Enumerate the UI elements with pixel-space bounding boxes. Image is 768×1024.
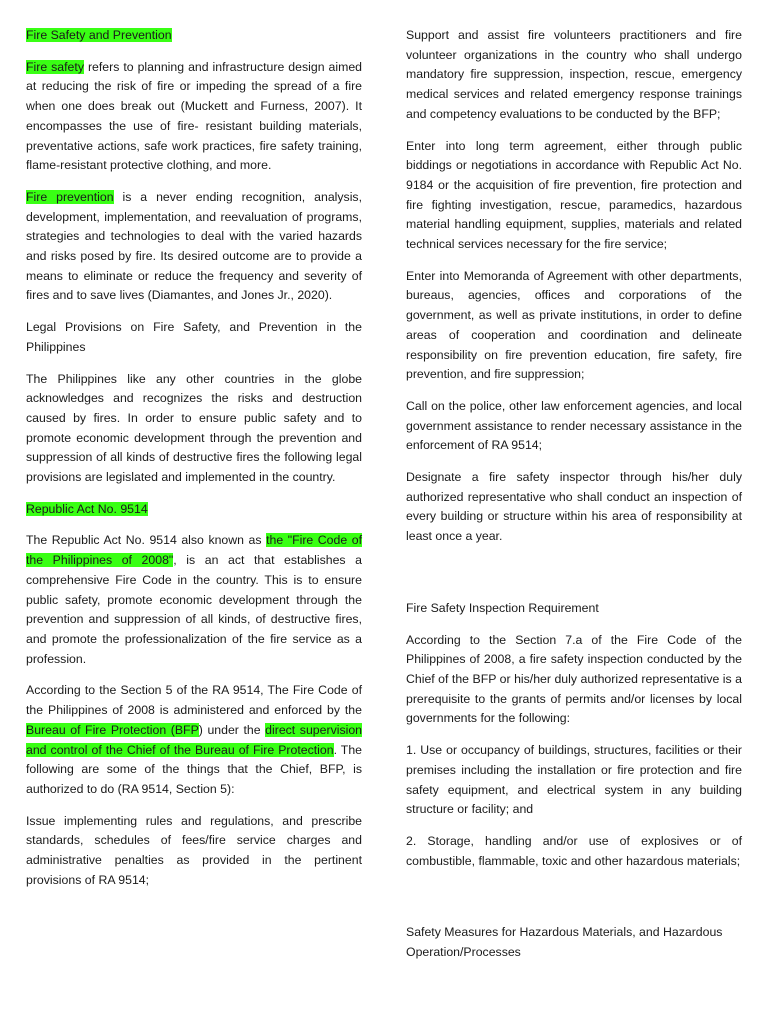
fire-code-highlight: the "Fire Code of the Philippines of 2008" [26, 533, 363, 568]
memoranda-paragraph: Enter into Memoranda of Agreement with other departments, bureaus, agencies, offices and corporations of the government, as well as private institutions, in order to define areas of cooperation and coordination and delineate responsibility on fire prevention education, fire safety, fire prevention, and fire suppression; [406, 268, 742, 382]
ra-heading [26, 500, 362, 520]
fire-safety-paragraph [26, 58, 362, 176]
section-5-paragraph [26, 681, 362, 799]
section5-mid: ) under the [198, 722, 266, 737]
safety-measures-heading: Safety Measures for Hazardous Materials, and Hazardous Operation/Processes [406, 925, 723, 960]
bfp-highlight: Bureau of Fire Protection (BFP [26, 722, 199, 737]
fire-prevention-paragraph [26, 188, 362, 306]
call-police-paragraph: Call on the police, other law enforcement agencies, and local government assistance to render necessary assistance in the enforcement of RA 9514; [406, 398, 742, 453]
ra-text-post: , is an act that establishes a comprehensive Fire Code in the country. This is to ensure public safety, promote economic development through the prevention and suppression of all kinds, of destructive fires, and promote the professionalization of the fire service as a profession. [26, 553, 362, 666]
storage-handling-item: 2. Storage, handling and/or use of explosives or of combustible, flammable, toxic and other hazardous materials; [406, 833, 742, 868]
chief-supervision-highlight: direct supervision and control of the Chief of the Bureau of Fire Protection [26, 722, 363, 757]
long-term-agreement-paragraph: Enter into long term agreement, either through public biddings or negotiations in accordance with Republic Act No. 9184 or the acquisition of fire prevention, fire protection and fire fighting investigation, rescue, paramedics, hazardous material handling equipment, supplies, materials and related technical services necessary for the fire service; [406, 138, 742, 252]
fire-prevention-definition: is a never ending recognition, analysis, development, implementation, and reevaluation of programs, strategies and technologies to deal with the varied hazards and risks posed by fire. Its desired outcome are to provide a means to eliminate or reduce the frequency and severity of fires and to save lives (Diamantes, and Jones Jr., 2020). [26, 189, 362, 303]
fire-safety-term: Fire safety [26, 59, 84, 74]
document-title [26, 26, 362, 46]
right-column [406, 26, 742, 975]
section-gap-2 [406, 883, 742, 923]
fire-safety-definition: refers to planning and infrastructure design aimed at reducing the risk of fire or impeding the spread of a fire when one does break out (Muckett and Furness, 2007). It encompasses the use of fire- resistant building materials, preventative actions, safe work practices, fire safety training, flame-resistant protective clothing, and more. [26, 59, 362, 173]
fire-prevention-term: Fire prevention [26, 189, 114, 204]
left-column [26, 26, 362, 902]
designate-inspector-paragraph: Designate a fire safety inspector through his/her duly authorized representative who shall conduct an inspection of every building or structure within his area of responsibility at least once a year. [406, 470, 742, 544]
issue-rules-paragraph: Issue implementing rules and regulations, and prescribe standards, schedules of fees/fire service charges and administrative penalties as provided in the pertinent provisions of RA 9514; [26, 813, 362, 887]
use-occupancy-item: 1. Use or occupancy of buildings, structures, facilities or their premises including the installation or fire protection and fire safety equipment, and electrical system in any building structure or facility; and [406, 743, 742, 817]
ra-text-pre: The Republic Act No. 9514 also known as [26, 533, 267, 548]
section5-pre: According to the Section 5 of the RA 9514, The Fire Code of the Philippines of 2008 is administered and enforced by the [26, 683, 362, 718]
section5-post: . The following are some of the things that the Chief, BFP, is authorized to do (RA 9514, Section 5): [26, 742, 362, 796]
section-7a-paragraph: According to the Section 7.a of the Fire Code of the Philippines of 2008, a fire safety inspection conducted by the Chief of the BFP or his/her duly authorized representative is a prerequisite to the grants of permits and/or licenses by local governments for the following: [406, 632, 742, 726]
inspection-requirement-heading: Fire Safety Inspection Requirement [406, 600, 599, 615]
legal-provisions-heading: Legal Provisions on Fire Safety, and Prevention in the Philippines [26, 320, 362, 354]
ra-heading-highlight: Republic Act No. 9514 [26, 501, 148, 516]
title-highlight: Fire Safety and Prevention [26, 28, 172, 42]
ra-9514-paragraph [26, 531, 362, 669]
philippines-paragraph: The Philippines like any other countries in the globe acknowledges and recognizes the risks and destruction caused by fires. In order to ensure public safety and to promote economic development through the prevention and suppression of all kinds of destructive fires the following legal provisions are legislated and implemented in the country. [26, 371, 362, 485]
section-gap [406, 559, 742, 599]
support-volunteers-paragraph: Support and assist fire volunteers practitioners and fire volunteer organizations in the country who shall undergo mandatory fire suppression, inspection, rescue, emergency medical services and related emergency response trainings and competency evaluations to be conducted by the BFP; [406, 28, 742, 121]
